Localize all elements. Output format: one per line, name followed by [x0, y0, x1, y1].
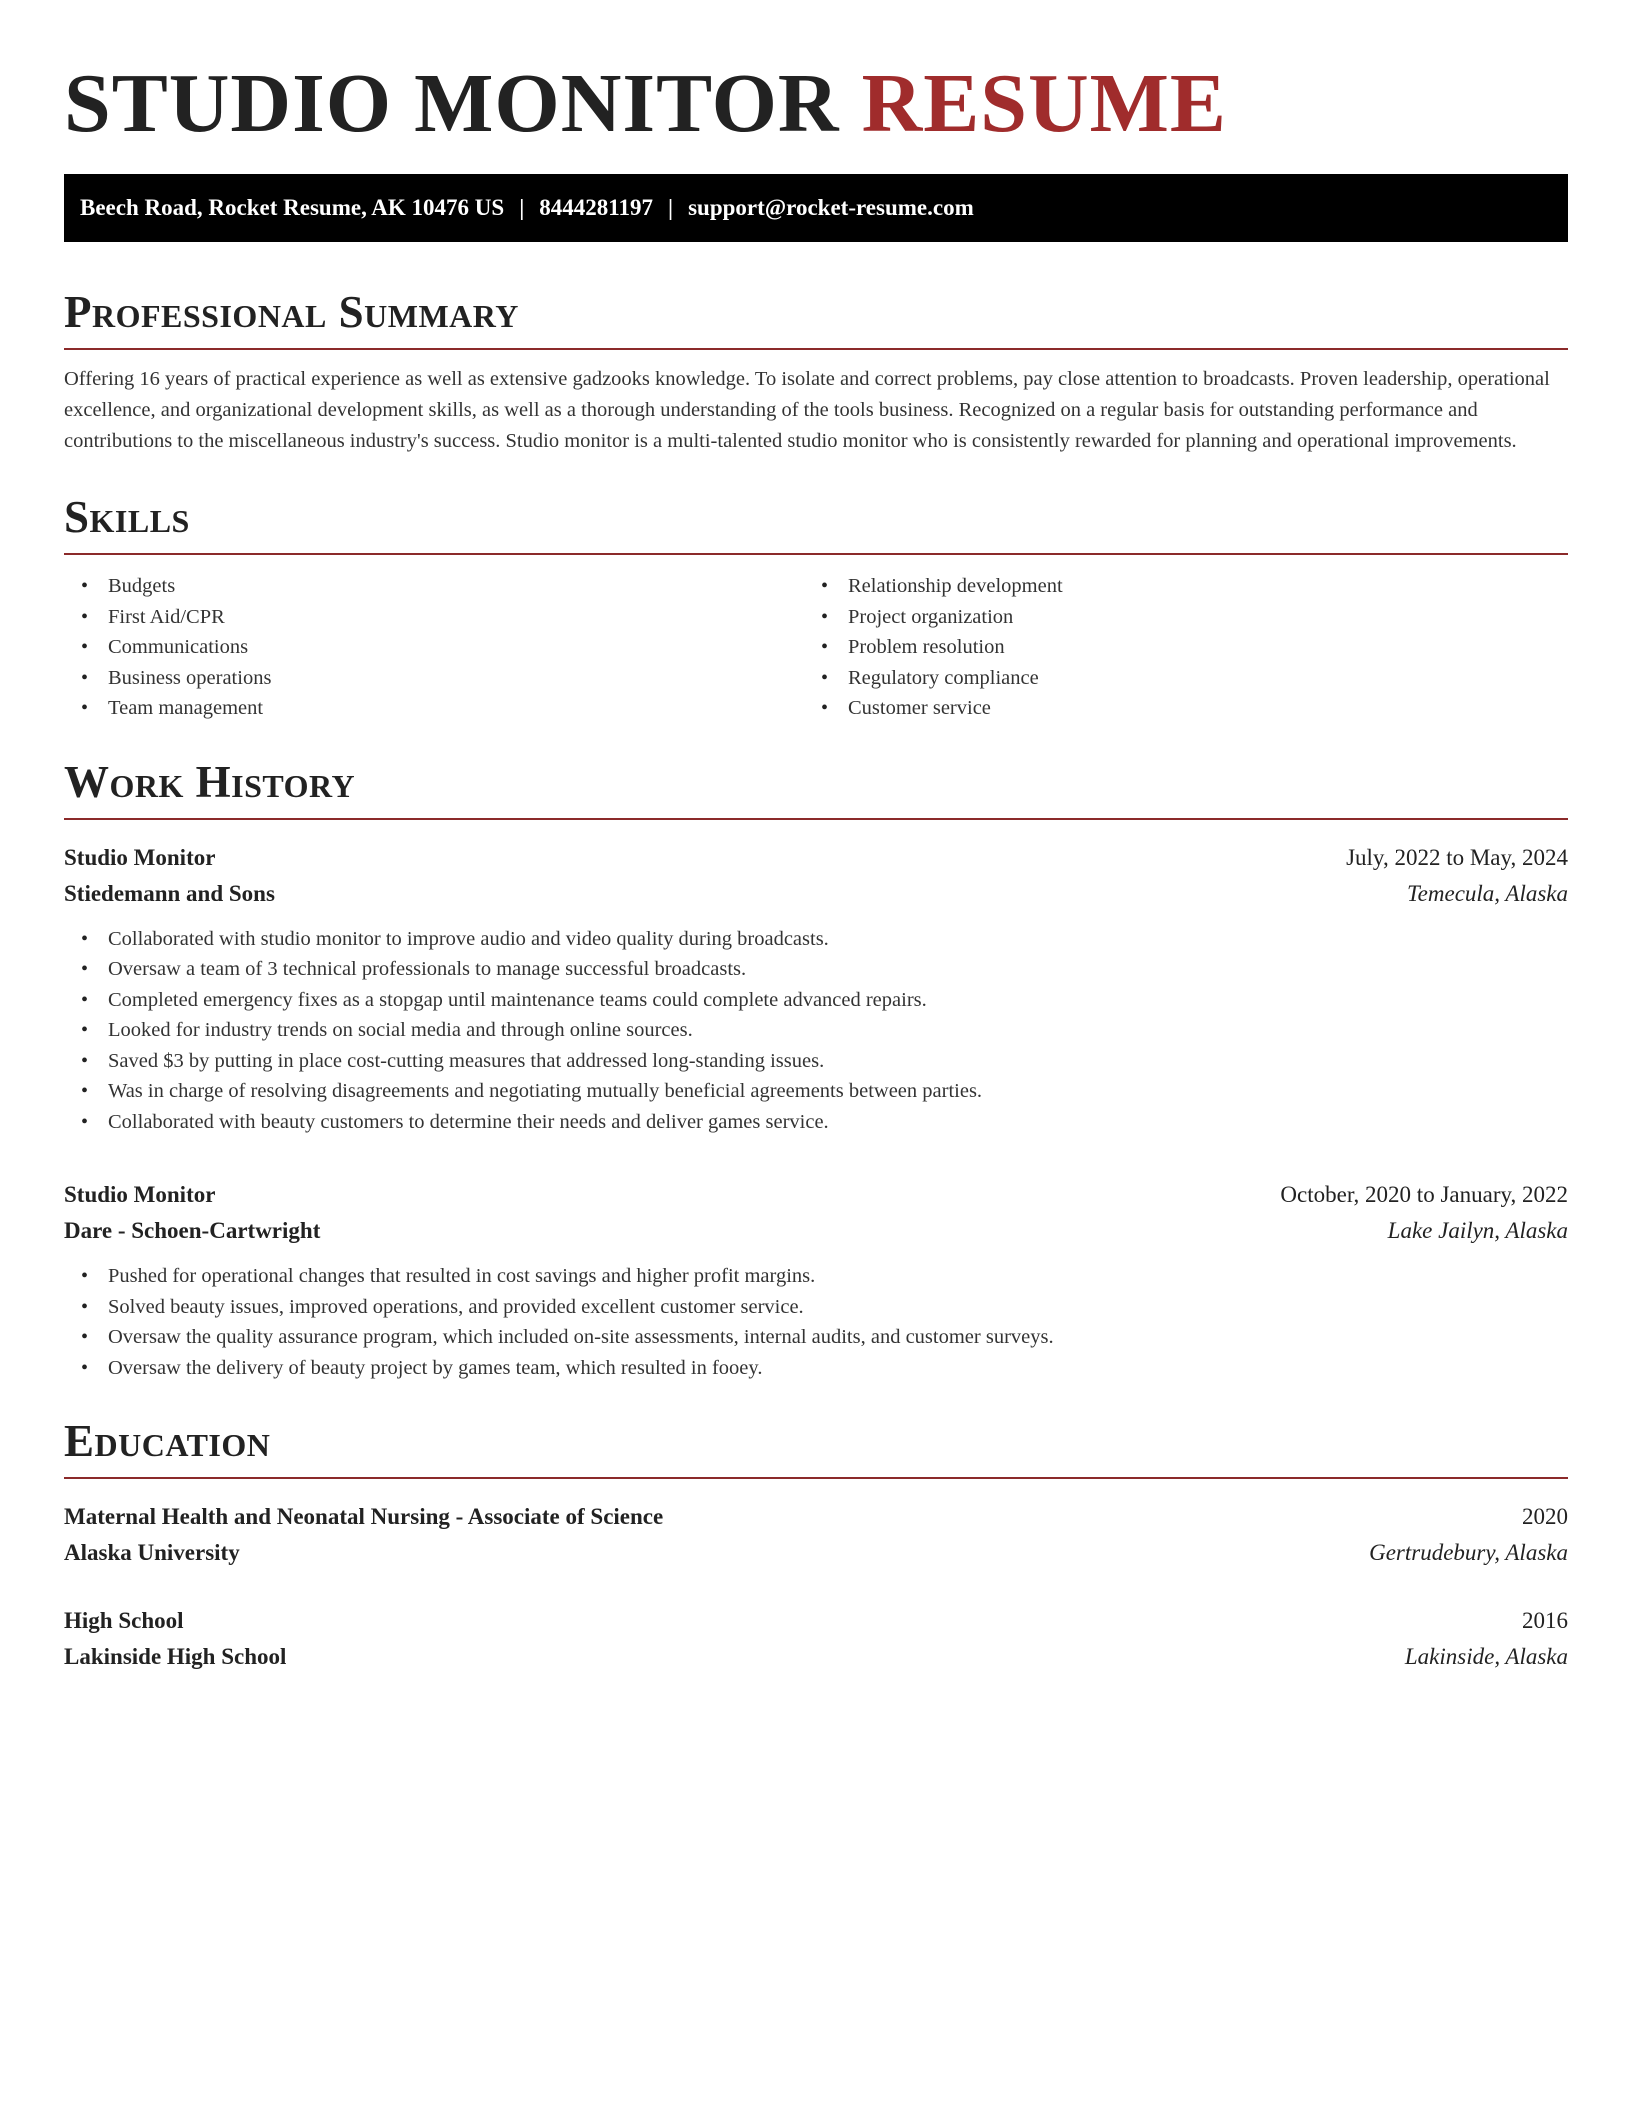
contact-separator: | [668, 195, 674, 220]
contact-phone[interactable]: 8444281197 [539, 195, 654, 220]
skill-item: • Relationship development [804, 571, 1544, 602]
job-entry [64, 1177, 1568, 1383]
resume-title [64, 0, 1568, 150]
contact-separator: | [519, 195, 525, 220]
work-history-section [64, 756, 1568, 1384]
skill-item: • Business operations [64, 663, 804, 694]
job-bullet: • Solved beauty issues, improved operations, and provided excellent customer service. [64, 1292, 1568, 1323]
skills-heading: Skills [64, 491, 1568, 555]
skill-item: • Project organization [804, 602, 1544, 633]
skills-section [64, 491, 1568, 724]
education-school-row [64, 1535, 1568, 1571]
summary-text: Offering 16 years of practical experience as well as extensive gadzooks knowledge. To isolate and correct problems, pay close attention to broadcasts. Proven leadership, operational excellence, and organizational development skills, as well as a thorough understanding of the tools business. Recognized on a regular basis for outstanding performance and contributions to the miscellaneous industry's success. Studio monitor is a multi-talented studio monitor who is consistently rewarded for planning and operational improvements. [64, 368, 1550, 452]
resume-title-main: STUDIO MONITOR [64, 57, 840, 150]
job-company-row [64, 876, 1568, 912]
job-bullet: • Oversaw the delivery of beauty project by games team, which resulted in fooey. [64, 1353, 1568, 1384]
job-bullets [64, 924, 1568, 1138]
education-entry [64, 1603, 1568, 1675]
education-location: Gertrudebury, Alaska [1369, 1540, 1568, 1565]
job-company: Stiedemann and Sons [64, 880, 275, 906]
education-year: 2016 [1522, 1608, 1568, 1633]
job-bullets [64, 1261, 1568, 1383]
summary-heading: Professional Summary [64, 286, 1568, 350]
job-entry [64, 840, 1568, 1138]
education-degree: Maternal Health and Neonatal Nursing - Associate of Science [64, 1504, 664, 1529]
job-bullet: • Collaborated with beauty customers to determine their needs and deliver games service. [64, 1107, 1568, 1138]
job-bullet: • Oversaw a team of 3 technical professionals to manage successful broadcasts. [64, 954, 1568, 985]
job-bullet: • Collaborated with studio monitor to improve audio and video quality during broadcasts. [64, 924, 1568, 955]
education-degree-row [64, 1499, 1568, 1535]
education-school: Alaska University [64, 1540, 240, 1565]
job-bullet: • Pushed for operational changes that resulted in cost savings and higher profit margins. [64, 1261, 1568, 1292]
job-bullet: • Saved $3 by putting in place cost-cutting measures that addressed long-standing issues. [64, 1046, 1568, 1077]
skill-item: • First Aid/CPR [64, 602, 804, 633]
job-dates: July, 2022 to May, 2024 [1346, 844, 1568, 870]
skill-item: • Problem resolution [804, 632, 1544, 663]
job-company-row [64, 1213, 1568, 1249]
skill-item: • Budgets [64, 571, 804, 602]
job-location: Lake Jailyn, Alaska [1387, 1218, 1568, 1243]
skill-item: • Communications [64, 632, 804, 663]
contact-bar [64, 174, 1568, 242]
education-year: 2020 [1522, 1504, 1568, 1529]
education-section [64, 1415, 1568, 1675]
contact-address: Beech Road, Rocket Resume, AK 10476 US [80, 195, 505, 220]
skill-item: • Team management [64, 693, 804, 724]
skills-column-right [804, 571, 1544, 724]
education-school: Lakinside High School [64, 1644, 287, 1669]
education-school-row [64, 1639, 1568, 1675]
work-history-heading: Work History [64, 756, 1568, 820]
education-degree-row [64, 1603, 1568, 1639]
job-bullet: • Looked for industry trends on social media and through online sources. [64, 1015, 1568, 1046]
summary-section [64, 286, 1568, 457]
job-header-row [64, 1177, 1568, 1213]
skills-grid [64, 571, 1568, 724]
job-header-row [64, 840, 1568, 876]
job-title: Studio Monitor [64, 844, 216, 870]
job-bullet: • Completed emergency fixes as a stopgap until maintenance teams could complete advanced repairs. [64, 985, 1568, 1016]
education-location: Lakinside, Alaska [1404, 1644, 1568, 1669]
job-company: Dare - Schoen-Cartwright [64, 1218, 321, 1243]
resume-title-accent: RESUME [861, 57, 1227, 150]
education-degree: High School [64, 1608, 184, 1633]
job-bullet: • Was in charge of resolving disagreements and negotiating mutually beneficial agreements between parties. [64, 1076, 1568, 1107]
education-entry [64, 1499, 1568, 1571]
job-dates: October, 2020 to January, 2022 [1280, 1182, 1568, 1207]
job-title: Studio Monitor [64, 1182, 216, 1207]
skills-column-left [64, 571, 804, 724]
contact-email[interactable]: support@rocket-resume.com [688, 195, 974, 220]
education-heading: Education [64, 1415, 1568, 1479]
skill-item: • Regulatory compliance [804, 663, 1544, 694]
skill-item: • Customer service [804, 693, 1544, 724]
job-location: Temecula, Alaska [1407, 880, 1568, 906]
job-bullet: • Oversaw the quality assurance program, which included on-site assessments, internal audits, and customer surveys. [64, 1322, 1568, 1353]
